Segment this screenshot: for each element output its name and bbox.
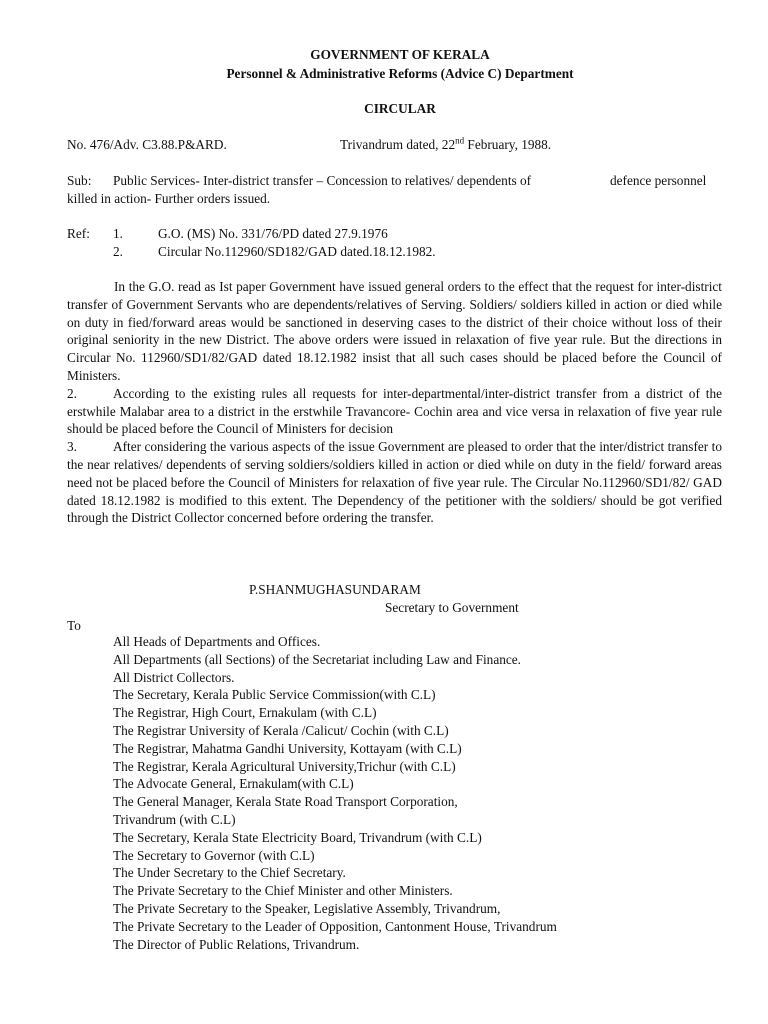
recipient-item: The Registrar, Mahatma Gandhi University, Kottayam (with C.L) xyxy=(113,740,462,756)
recipient-item: The Under Secretary to the Chief Secretary. xyxy=(113,865,346,881)
circular-number: No. 476/Adv. C3.88.P&ARD. xyxy=(67,137,227,152)
recipient-item: The Registrar, High Court, Ernakulam (with C.L) xyxy=(113,705,377,721)
body-text xyxy=(67,278,722,527)
reference-number-2: 2. xyxy=(113,244,123,259)
recipient-item: The Advocate General, Ernakulam(with C.L) xyxy=(113,776,354,792)
recipient-item: The Registrar, Kerala Agricultural University,Trichur (with C.L) xyxy=(113,758,456,774)
recipient-item: All Heads of Departments and Offices. xyxy=(113,634,321,649)
government-heading: GOVERNMENT OF KERALA xyxy=(310,47,490,62)
paragraph-3-number: 3. xyxy=(67,439,77,455)
recipient-item: Trivandrum (with C.L) xyxy=(113,811,236,827)
circular-date: Trivandrum dated, 22nd February, 1988. xyxy=(340,135,552,152)
document-type: CIRCULAR xyxy=(364,101,436,116)
paragraph-3 xyxy=(67,438,722,527)
recipient-item: The Private Secretary to the Chief Minister and other Ministers. xyxy=(113,883,453,899)
reference-number-1: 1. xyxy=(113,226,123,241)
subject-line-2: killed in action- Further orders issued. xyxy=(67,191,271,206)
subject-label: Sub: xyxy=(67,173,92,188)
recipient-item: The General Manager, Kerala State Road Transport Corporation, xyxy=(113,794,458,810)
recipient-item: The Director of Public Relations, Trivandrum. xyxy=(113,936,360,952)
signatory-title: Secretary to Government xyxy=(385,600,519,615)
recipient-list xyxy=(113,633,557,953)
paragraph-2-text: According to the existing rules all requests for inter-departmental/inter-district transfer from a district of the erstwhile Malabar area to a district in the erstwhile Travancore- Cochin area and vice versa in relaxation of five year rule should be placed before the Council of Ministers for decision xyxy=(67,385,722,437)
subject-line-1-right: defence personnel xyxy=(610,173,707,188)
subject-line-1: Public Services- Inter-district transfer – Concession to relatives/ dependents of xyxy=(113,173,532,188)
reference-label: Ref: xyxy=(67,226,90,241)
paragraph-2-number: 2. xyxy=(67,385,77,401)
paragraph-3-text: After considering the various aspects of the issue Government are pleased to order that the inter/district transfer to the near relatives/ dependents of serving soldiers/soldiers killed in action or died while on duty in the field/ forward areas need not be placed before the Council of Ministers for relaxation of five year rule. The Circular No.112960/SD1/82/ GAD dated 18.12.1982 is modified to this extent. The Dependency of the petitioner with the soldiers/ should be got verified through the District Collector concerned before ordering the transfer. xyxy=(67,439,722,526)
recipient-item: The Private Secretary to the Leader of Opposition, Cantonment House, Trivandrum xyxy=(113,918,557,934)
to-label: To xyxy=(67,618,81,633)
recipient-item: The Secretary, Kerala State Electricity Board, Trivandrum (with C.L) xyxy=(113,829,482,845)
recipient-item: All Departments (all Sections) of the Secretariat including Law and Finance. xyxy=(113,651,522,667)
recipient-item: The Secretary to Governor (with C.L) xyxy=(113,847,315,863)
department-heading: Personnel & Administrative Reforms (Advice C) Department xyxy=(226,66,574,81)
recipient-item: The Secretary, Kerala Public Service Commission(with C.L) xyxy=(113,687,436,703)
recipient-item: The Private Secretary to the Speaker, Legislative Assembly, Trivandrum, xyxy=(113,900,501,916)
recipient-item: The Registrar University of Kerala /Calicut/ Cochin (with C.L) xyxy=(113,722,449,738)
paragraph-2 xyxy=(67,385,722,438)
reference-item-1: G.O. (MS) No. 331/76/PD dated 27.9.1976 xyxy=(158,226,388,241)
paragraph-1: In the G.O. read as Ist paper Government have issued general orders to the effect that the request for inter-district transfer of Government Servants who are dependents/relatives of Serving. Soldiers/ soldiers killed in action or died while on duty in fied/forward areas would be sanctioned in deserving cases to the district of their choice without loss of their original seniority in the new District. The above orders were issued in relaxation of five year rule. But the directions in Circular No. 112960/SD1/82/GAD dated 18.12.1982 insist that all such cases should be placed before the Council of Ministers. xyxy=(67,279,722,383)
reference-item-2: Circular No.112960/SD182/GAD dated.18.12.1982. xyxy=(158,244,436,259)
signatory-name: P.SHANMUGHASUNDARAM xyxy=(249,582,421,597)
recipient-item: All District Collectors. xyxy=(113,669,235,685)
